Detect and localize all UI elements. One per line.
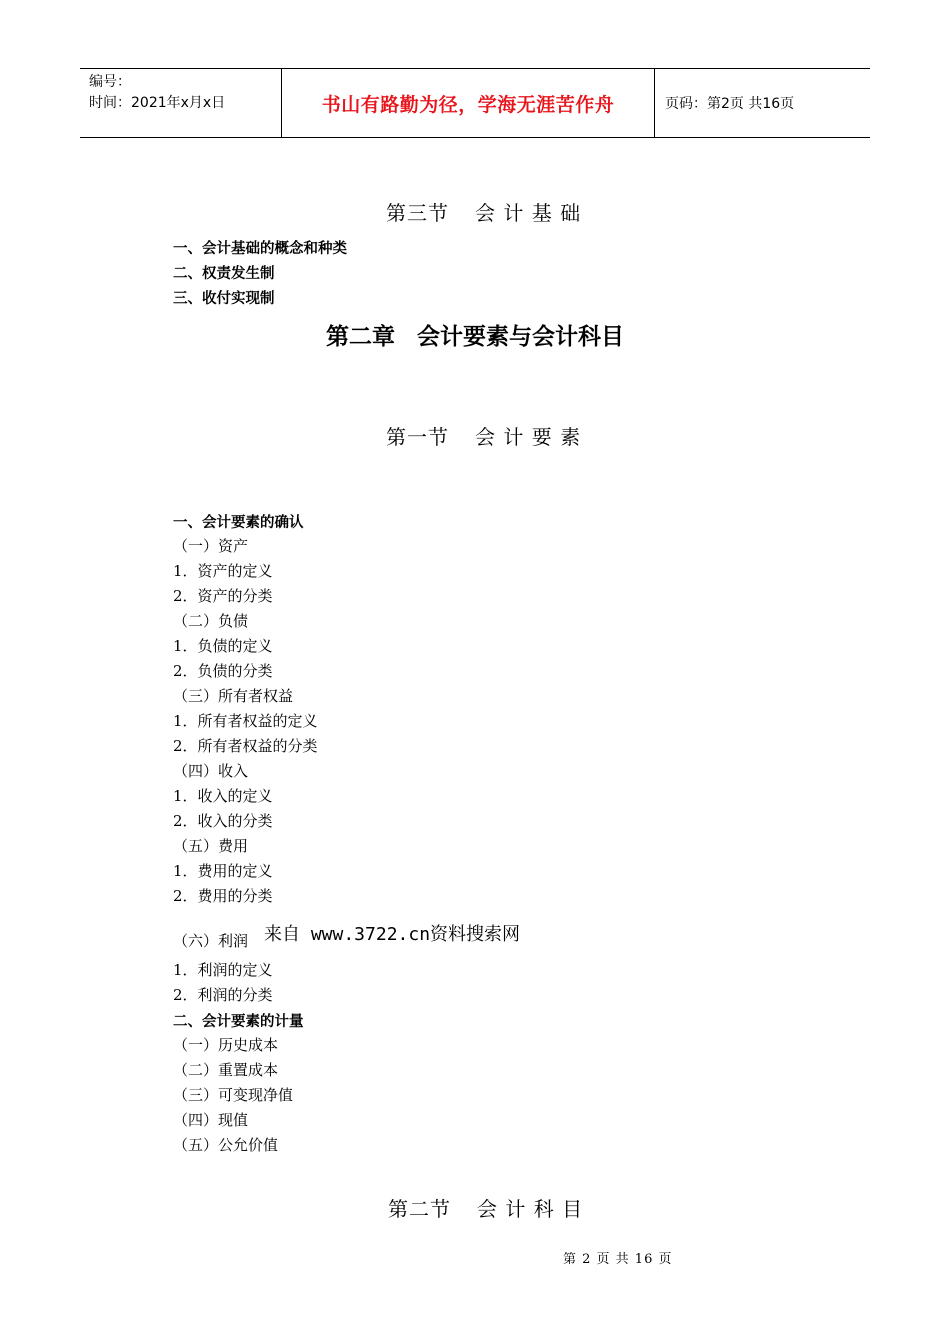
list-item: （四）现值 [173,1111,249,1129]
list-item: （三）所有者权益 [173,687,294,705]
section-3-item: 三、收付实现制 [173,291,275,307]
header-page-info: 页码：第2页 共16页 [665,96,795,112]
list-item: 1．资产的定义 [173,562,273,580]
list-item: （六）利润 [173,932,249,950]
list-item: 1．利润的定义 [173,961,273,979]
list-item: 1．收入的定义 [173,787,273,805]
document-time-label: 时间：2021年x月x日 [89,95,226,111]
header-left-cell [80,69,282,137]
list-item: 2．资产的分类 [173,587,273,605]
list-item: 2．负债的分类 [173,662,273,680]
list-item: 1．负债的定义 [173,637,273,655]
section-3-name: 会 计 基 础 [475,201,582,225]
list-item: 2．收入的分类 [173,812,273,830]
list-item: 2．所有者权益的分类 [173,737,318,755]
list-item: （二）重置成本 [173,1061,279,1079]
chapter-title [326,318,624,351]
section-1-title [386,421,581,450]
list-item: 1．所有者权益的定义 [173,712,318,730]
section-3-item: 一、会计基础的概念和种类 [173,241,347,257]
subheading: 二、会计要素的计量 [173,1014,304,1030]
list-item: （三）可变现净值 [173,1086,294,1104]
section-1-name: 会 计 要 素 [475,425,582,449]
list-item: 2．费用的分类 [173,887,273,905]
section-2-number: 第二节 [388,1197,451,1221]
list-item: （一）历史成本 [173,1036,279,1054]
page-footer: 第 2 页 共 16 页 [563,1252,673,1267]
page-header [80,68,870,138]
section-3-number: 第三节 [386,201,449,225]
chapter-name: 会计要素与会计科目 [417,324,624,350]
list-item: （五）费用 [173,837,249,855]
list-item: 2．利润的分类 [173,986,273,1004]
section-3-title [386,197,581,226]
document-number-label: 编号： [89,74,131,90]
chapter-number: 第二章 [326,324,395,350]
list-item: （五）公允价值 [173,1136,279,1154]
subheading: 一、会计要素的确认 [173,515,304,531]
section-2-name: 会 计 科 目 [477,1197,584,1221]
section-2-title [388,1193,583,1222]
list-item: （一）资产 [173,537,249,555]
watermark-text: 来自 www.3722.cn资料搜索网 [264,924,521,945]
list-item: （二）负债 [173,612,249,630]
list-item: （四）收入 [173,762,249,780]
list-item: 1．费用的定义 [173,862,273,880]
header-motto: 书山有路勤为径，学海无涯苦作舟 [282,69,655,137]
section-3-item: 二、权责发生制 [173,266,275,282]
section-1-number: 第一节 [386,425,449,449]
